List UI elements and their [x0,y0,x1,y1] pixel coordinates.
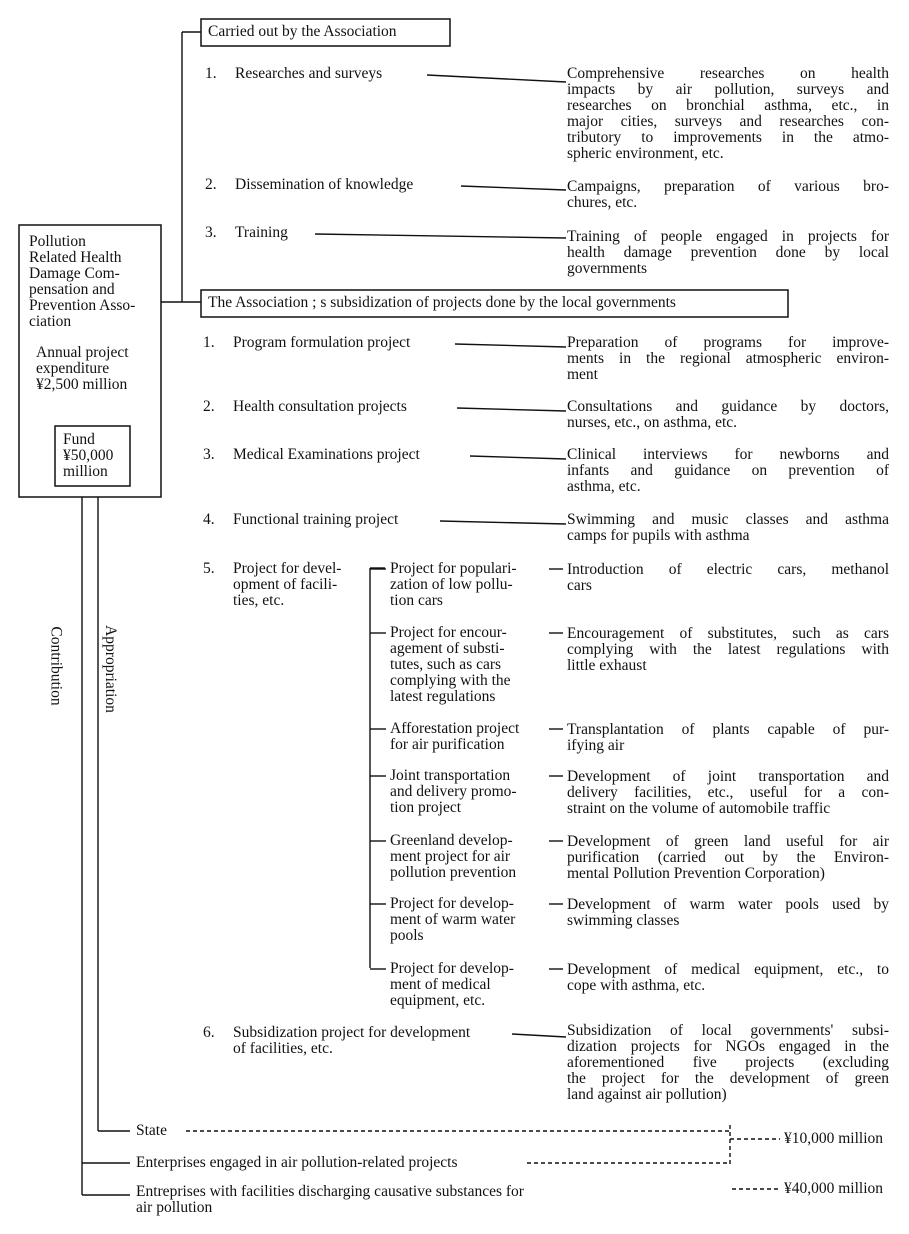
subproject-description-line: swimming classes [567,912,680,929]
section1-item-description-line: chures, etc. [567,194,638,211]
section2-item-description-line: dization projects for NGOs engaged in the [567,1038,889,1055]
section1-title: Carried out by the Association [208,23,397,40]
section1-item-description-line: major cities, surveys and researches con- [567,113,889,130]
section2-item-label-line: Medical Examinations project [233,446,420,463]
section1-item-number: 2. [205,176,217,193]
subproject-description-line: mental Pollution Prevention Corporation) [567,865,825,882]
connector-line [512,1034,566,1037]
section2-item-description-line: ment [567,366,598,383]
funding-source-label [136,1184,524,1216]
fund-amount-line: ¥50,000 [63,447,114,464]
funding-source-label-line: State [136,1122,167,1139]
subproject-description [567,769,889,817]
section1-item-label [235,66,382,82]
fund-amount [63,432,113,480]
subproject-label-line: for air purification [390,736,505,753]
subproject-description [567,722,889,754]
subproject-description-line: Development of joint transportation and [567,768,889,785]
section1-item-description-line: researches on bronchial asthma, etc., in [567,97,889,114]
annual-expenditure-line: Annual project [36,344,129,361]
subproject-label-line: ment of medical [390,976,491,993]
section1-item-description-line: Campaigns, preparation of various bro- [567,178,889,195]
subproject-description [567,834,889,882]
section2-item-label-line: Subsidization project for development [233,1024,471,1041]
section2-item-description-line: aforementioned five projects (excluding [567,1054,889,1071]
subproject-description-line: Development of warm water pools used by [567,896,889,913]
connector-line [427,75,566,82]
subproject-description [567,626,889,674]
fund-amount-line: million [63,463,108,480]
section2-item-description-line: the project for the development of green [567,1070,889,1087]
section2-item-number: 5. [203,560,215,577]
section1-item-label-line: Training [235,224,288,241]
section2-item-label-line: opment of facili- [233,576,338,593]
annual-expenditure-line: ¥2,500 million [36,376,128,393]
section1-item-number: 1. [205,65,217,82]
section1-item-description-line: impacts by air pollution, surveys and [567,81,889,98]
funding-source-label [136,1123,167,1139]
funding-amount-state: ¥10,000 million [784,1130,884,1147]
organization-name-line: Related Health [29,249,122,266]
subproject-label-line: Greenland develop- [390,832,513,849]
section2-item-label-line: ties, etc. [233,592,285,609]
subproject-label-line: Afforestation project [390,720,520,737]
subproject-label [390,625,511,705]
subproject-description [567,897,889,929]
subproject-label-line: agement of substi- [390,640,505,657]
section1-item-description-line: spheric environment, etc. [567,145,724,162]
section2-item-description [567,512,889,544]
subproject-label-line: complying with the [390,672,511,689]
section2-item-description [567,335,889,383]
subproject-label-line: ment of warm water [390,911,516,928]
funding-source-label-line: air pollution [136,1199,213,1216]
subproject-label-line: Project for populari- [390,560,517,577]
section1-item-label-line: Researches and surveys [235,65,383,82]
section2-item-label [233,447,420,463]
subproject-label [390,721,519,753]
section2-item-label-line: Health consultation projects [233,398,407,415]
section2-item-label-line: of facilities, etc. [233,1040,333,1057]
subproject-description [567,562,889,594]
fund-amount-line: Fund [63,431,95,448]
subproject-description-line: Encouragement of substitutes, such as cars [567,625,889,642]
section2-item-number: 1. [203,334,215,351]
section2-item-number: 2. [203,398,215,415]
section2-item-label-line: Functional training project [233,511,399,528]
annual-expenditure-line: expenditure [36,360,110,377]
section1-item-description-line: health damage prevention done by local [567,244,889,261]
section1-item-description-line: governments [567,260,648,277]
subproject-description-line: purification (carried out by the Environ- [567,849,889,866]
organization-name-line: ciation [29,313,72,330]
subproject-label-line: pools [390,927,424,944]
section2-item-description [567,447,889,495]
organization-name-line: Pollution [29,233,86,250]
subproject-description-line: Development of medical equipment, etc., to [567,961,889,978]
section1-item-label-line: Dissemination of knowledge [235,176,414,193]
section2-title: The Association ; s subsidization of projects done by the local governments [208,294,676,311]
subproject-label-line: tion project [390,799,462,816]
contribution-label: Contribution [47,626,65,706]
funding-source-label [136,1155,458,1171]
connector-line [470,456,566,459]
section2-item-description-line: Swimming and music classes and asthma [567,511,889,528]
subproject-label-line: pollution prevention [390,864,517,881]
organization-name-line: Prevention Asso- [29,297,136,314]
subproject-description-line: little exhaust [567,657,647,674]
section2-item-description-line: Subsidization of local governments' subsi- [567,1022,889,1039]
section2-item-label [233,399,407,415]
section1-item-label [235,177,413,193]
subproject-label-line: Project for encour- [390,624,507,641]
section1-item-description [567,66,889,162]
connector-line [315,234,566,238]
subproject-description-line: complying with the latest regulations with [567,641,889,658]
subproject-description-line: cars [567,577,592,594]
subproject-label-line: tion cars [390,592,443,609]
subproject-label-line: and delivery promo- [390,783,517,800]
section2-item-description-line: land against air pollution) [567,1086,727,1103]
section2-item-description [567,1023,889,1103]
subproject-label-line: equipment, etc. [390,992,486,1009]
subproject-label [390,561,517,609]
appropriation-label: Appropriation [101,625,119,713]
organization-name-line: pensation and [29,281,115,298]
subproject-description-line: Transplantation of plants capable of pur- [567,721,889,738]
section1-item-description-line: Comprehensive researches on health [567,65,889,82]
subproject-label-line: tutes, such as cars [390,656,502,673]
organization-name [29,234,135,330]
section1-item-number: 3. [205,224,217,241]
section2-item-description [567,399,889,431]
subproject-label-line: Project for develop- [390,895,514,912]
section2-item-label [233,561,341,609]
subproject-label-line: zation of low pollu- [390,576,513,593]
section2-item-label-line: Project for devel- [233,560,342,577]
section1-item-description-line: tributory to improvements in the atmo- [567,129,889,146]
section2-item-description-line: ments in the regional atmospheric environ- [567,350,889,367]
section2-item-label [233,1025,470,1057]
subproject-label-line: latest regulations [390,688,496,705]
section1-item-label [235,225,288,241]
subproject-label [390,768,517,816]
subproject-description-line: Development of green land useful for air [567,833,889,850]
section2-item-description-line: Preparation of programs for improve- [567,334,889,351]
connector-line [461,186,566,190]
section2-item-description-line: asthma, etc. [567,478,641,495]
subproject-label [390,896,515,944]
section2-item-description-line: infants and guidance on prevention of [567,462,889,479]
subproject-label [390,833,516,881]
section2-item-label-line: Program formulation project [233,334,411,351]
connector-line [457,408,566,411]
subproject-label-line: Joint transportation [390,767,511,784]
subproject-description [567,962,889,994]
section2-item-description-line: Consultations and guidance by doctors, [567,398,889,415]
section2-item-description-line: camps for pupils with asthma [567,527,750,544]
section1-item-description [567,229,889,277]
subproject-label-line: ment project for air [390,848,511,865]
connector-line [440,521,566,524]
subproject-description-line: cope with asthma, etc. [567,977,706,994]
organization-name-line: Damage Com- [29,265,120,282]
funding-source-label-line: Entreprises with facilities discharging causative substances for [136,1183,524,1200]
section2-item-number: 4. [203,511,215,528]
connector-line [455,344,566,347]
section2-item-number: 6. [203,1024,215,1041]
section2-item-label [233,335,410,351]
subproject-description-line: straint on the volume of automobile traffic [567,800,831,817]
subproject-description-line: delivery facilities, etc., useful for a con- [567,784,889,801]
section2-item-description-line: nurses, etc., on asthma, etc. [567,414,738,431]
subproject-label-line: Project for develop- [390,960,514,977]
funding-amount-enterprises: ¥40,000 million [784,1180,884,1197]
funding-source-label-line: Enterprises engaged in air pollution-related projects [136,1154,458,1171]
annual-expenditure [36,345,129,393]
subproject-label [390,961,514,1009]
subproject-description-line: ifying air [567,737,625,754]
section1-item-description [567,179,889,211]
section2-item-number: 3. [203,446,215,463]
section1-item-description-line: Training of people engaged in projects for [567,228,889,245]
subproject-description-line: Introduction of electric cars, methanol [567,561,889,578]
section2-item-description-line: Clinical interviews for newborns and [567,446,889,463]
section2-item-label [233,512,398,528]
